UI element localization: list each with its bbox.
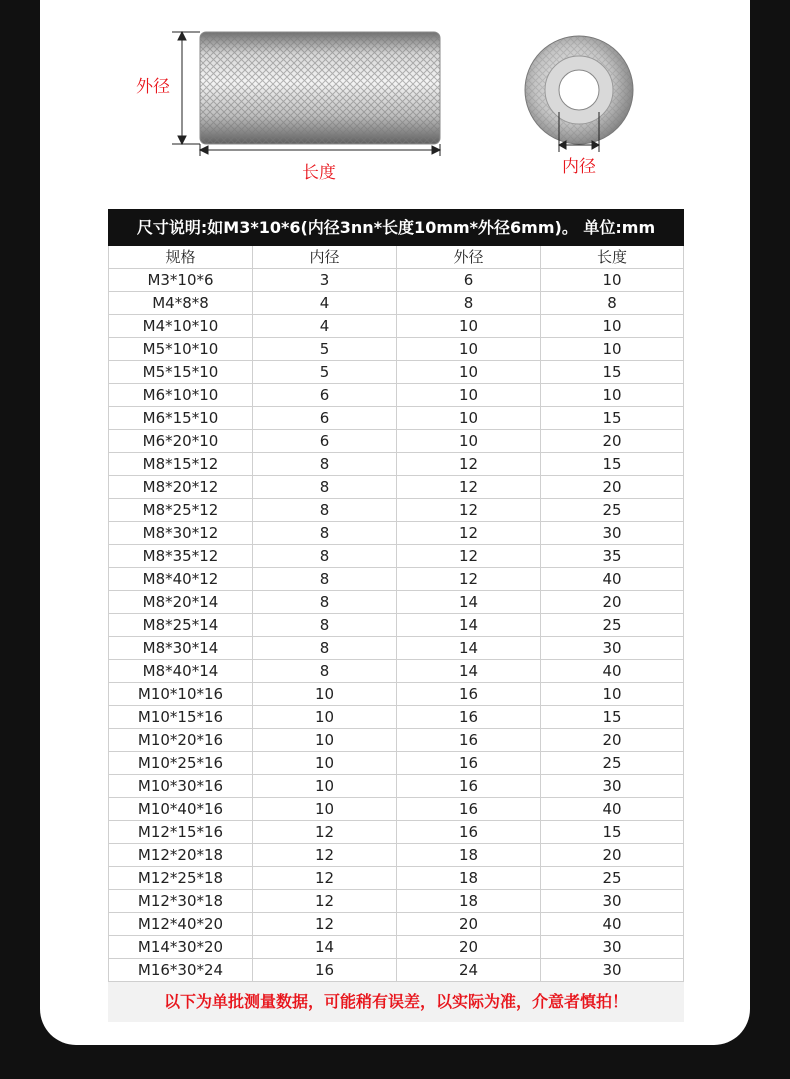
cell-outer-diameter: 14	[397, 637, 541, 660]
cell-outer-diameter: 18	[397, 890, 541, 913]
cell-spec: M6*20*10	[109, 430, 253, 453]
cell-inner-diameter: 14	[253, 936, 397, 959]
cell-inner-diameter: 10	[253, 683, 397, 706]
table-row	[109, 913, 684, 936]
cell-inner-diameter: 8	[253, 660, 397, 683]
cell-length: 30	[541, 936, 684, 959]
cell-inner-diameter: 10	[253, 729, 397, 752]
cell-spec: M14*30*20	[109, 936, 253, 959]
cell-inner-diameter: 12	[253, 821, 397, 844]
cell-length: 25	[541, 752, 684, 775]
table-row	[109, 476, 684, 499]
cell-length: 10	[541, 338, 684, 361]
inner-diameter-label: 内径	[562, 157, 596, 177]
cell-spec: M8*35*12	[109, 545, 253, 568]
cell-outer-diameter: 12	[397, 499, 541, 522]
table-row	[109, 844, 684, 867]
table-row	[109, 315, 684, 338]
cell-inner-diameter: 12	[253, 867, 397, 890]
table-row	[109, 752, 684, 775]
cell-outer-diameter: 10	[397, 361, 541, 384]
table-row	[109, 269, 684, 292]
cell-spec: M10*40*16	[109, 798, 253, 821]
table-row	[109, 706, 684, 729]
table-row	[109, 338, 684, 361]
table-row	[109, 637, 684, 660]
cell-outer-diameter: 18	[397, 844, 541, 867]
cell-spec: M5*15*10	[109, 361, 253, 384]
header-outer-diameter: 外径	[397, 246, 541, 269]
table-row	[109, 568, 684, 591]
cell-spec: M8*20*12	[109, 476, 253, 499]
table-row	[109, 430, 684, 453]
cell-length: 40	[541, 660, 684, 683]
cell-outer-diameter: 16	[397, 683, 541, 706]
table-row	[109, 407, 684, 430]
cell-length: 15	[541, 407, 684, 430]
cell-spec: M8*30*14	[109, 637, 253, 660]
disclaimer-note: 以下为单批测量数据，可能稍有误差，以实际为准，介意者慎拍！	[109, 982, 684, 1022]
header-inner-diameter: 内径	[253, 246, 397, 269]
length-dimension	[200, 144, 440, 156]
cell-spec: M12*25*18	[109, 867, 253, 890]
cell-spec: M12*40*20	[109, 913, 253, 936]
cell-inner-diameter: 6	[253, 384, 397, 407]
cell-outer-diameter: 8	[397, 292, 541, 315]
cell-length: 30	[541, 959, 684, 982]
cell-outer-diameter: 10	[397, 315, 541, 338]
cell-outer-diameter: 12	[397, 476, 541, 499]
cell-inner-diameter: 8	[253, 614, 397, 637]
table-row	[109, 821, 684, 844]
cell-inner-diameter: 5	[253, 338, 397, 361]
cell-outer-diameter: 20	[397, 913, 541, 936]
cell-length: 10	[541, 269, 684, 292]
table-row	[109, 660, 684, 683]
table-title: 尺寸说明:如M3*10*6(内径3nn*长度10mm*外径6mm)。 单位:mm	[109, 210, 684, 246]
cell-outer-diameter: 10	[397, 338, 541, 361]
cell-length: 10	[541, 315, 684, 338]
cell-spec: M10*15*16	[109, 706, 253, 729]
cell-length: 25	[541, 614, 684, 637]
end-view-ring	[525, 36, 633, 144]
table-header-row	[109, 246, 684, 269]
cell-inner-diameter: 4	[253, 315, 397, 338]
table-row	[109, 499, 684, 522]
table-title-row	[109, 210, 684, 246]
cell-inner-diameter: 5	[253, 361, 397, 384]
cell-length: 35	[541, 545, 684, 568]
table-row	[109, 361, 684, 384]
cell-length: 20	[541, 591, 684, 614]
table-row	[109, 683, 684, 706]
table-row	[109, 775, 684, 798]
cell-outer-diameter: 16	[397, 798, 541, 821]
cell-outer-diameter: 20	[397, 936, 541, 959]
cell-inner-diameter: 8	[253, 453, 397, 476]
cell-length: 40	[541, 913, 684, 936]
table-row	[109, 384, 684, 407]
cell-length: 20	[541, 476, 684, 499]
cell-outer-diameter: 16	[397, 729, 541, 752]
cylinder-side-view	[200, 32, 440, 144]
cell-length: 8	[541, 292, 684, 315]
table-row	[109, 453, 684, 476]
cell-spec: M8*40*12	[109, 568, 253, 591]
cell-inner-diameter: 8	[253, 522, 397, 545]
cell-outer-diameter: 10	[397, 384, 541, 407]
cell-length: 15	[541, 453, 684, 476]
table-row	[109, 890, 684, 913]
cell-spec: M8*30*12	[109, 522, 253, 545]
header-spec: 规格	[109, 246, 253, 269]
cell-length: 10	[541, 384, 684, 407]
cell-spec: M4*8*8	[109, 292, 253, 315]
table-row	[109, 936, 684, 959]
cell-outer-diameter: 16	[397, 775, 541, 798]
cell-inner-diameter: 3	[253, 269, 397, 292]
cell-outer-diameter: 16	[397, 706, 541, 729]
cell-spec: M3*10*6	[109, 269, 253, 292]
table-row	[109, 798, 684, 821]
cell-outer-diameter: 6	[397, 269, 541, 292]
cell-outer-diameter: 12	[397, 545, 541, 568]
header-length: 长度	[541, 246, 684, 269]
cell-length: 30	[541, 890, 684, 913]
cell-inner-diameter: 6	[253, 430, 397, 453]
cell-length: 15	[541, 821, 684, 844]
cell-inner-diameter: 12	[253, 913, 397, 936]
table-row	[109, 522, 684, 545]
cell-spec: M10*25*16	[109, 752, 253, 775]
cell-spec: M4*10*10	[109, 315, 253, 338]
table-row	[109, 959, 684, 982]
cell-spec: M10*30*16	[109, 775, 253, 798]
cell-length: 15	[541, 706, 684, 729]
cell-length: 10	[541, 683, 684, 706]
cell-spec: M12*30*18	[109, 890, 253, 913]
cell-length: 40	[541, 798, 684, 821]
cell-outer-diameter: 12	[397, 568, 541, 591]
cell-spec: M6*15*10	[109, 407, 253, 430]
product-diagram	[0, 0, 790, 200]
cell-outer-diameter: 14	[397, 614, 541, 637]
cell-inner-diameter: 6	[253, 407, 397, 430]
cell-length: 25	[541, 867, 684, 890]
cell-outer-diameter: 18	[397, 867, 541, 890]
cell-spec: M12*20*18	[109, 844, 253, 867]
cell-inner-diameter: 4	[253, 292, 397, 315]
cell-length: 40	[541, 568, 684, 591]
cell-outer-diameter: 14	[397, 660, 541, 683]
cell-spec: M10*20*16	[109, 729, 253, 752]
cell-spec: M8*25*14	[109, 614, 253, 637]
disclaimer-row	[109, 982, 684, 1022]
cell-spec: M6*10*10	[109, 384, 253, 407]
cell-spec: M8*20*14	[109, 591, 253, 614]
cell-inner-diameter: 10	[253, 775, 397, 798]
table-row	[109, 591, 684, 614]
cell-inner-diameter: 10	[253, 752, 397, 775]
cell-outer-diameter: 24	[397, 959, 541, 982]
cell-outer-diameter: 10	[397, 430, 541, 453]
cell-inner-diameter: 8	[253, 476, 397, 499]
outer-diameter-label: 外径	[136, 77, 170, 97]
cell-spec: M12*15*16	[109, 821, 253, 844]
cell-outer-diameter: 12	[397, 453, 541, 476]
cell-length: 20	[541, 729, 684, 752]
cell-outer-diameter: 14	[397, 591, 541, 614]
cell-outer-diameter: 16	[397, 821, 541, 844]
table-row	[109, 292, 684, 315]
spec-table	[108, 209, 684, 1022]
cell-length: 25	[541, 499, 684, 522]
cell-inner-diameter: 8	[253, 637, 397, 660]
cell-spec: M10*10*16	[109, 683, 253, 706]
length-label: 长度	[302, 163, 336, 183]
cell-length: 20	[541, 844, 684, 867]
cell-outer-diameter: 12	[397, 522, 541, 545]
cell-length: 30	[541, 637, 684, 660]
cell-length: 20	[541, 430, 684, 453]
table-row	[109, 545, 684, 568]
cell-inner-diameter: 12	[253, 844, 397, 867]
cell-spec: M8*25*12	[109, 499, 253, 522]
cell-inner-diameter: 8	[253, 591, 397, 614]
cell-spec: M5*10*10	[109, 338, 253, 361]
cell-spec: M8*40*14	[109, 660, 253, 683]
cell-inner-diameter: 10	[253, 798, 397, 821]
cell-inner-diameter: 8	[253, 499, 397, 522]
cell-length: 30	[541, 522, 684, 545]
cell-length: 30	[541, 775, 684, 798]
cell-inner-diameter: 12	[253, 890, 397, 913]
cell-length: 15	[541, 361, 684, 384]
cell-inner-diameter: 8	[253, 545, 397, 568]
cell-outer-diameter: 16	[397, 752, 541, 775]
table-row	[109, 867, 684, 890]
table-row	[109, 614, 684, 637]
table-row	[109, 729, 684, 752]
cell-spec: M8*15*12	[109, 453, 253, 476]
outer-diameter-dimension	[172, 32, 200, 144]
cell-outer-diameter: 10	[397, 407, 541, 430]
cell-inner-diameter: 10	[253, 706, 397, 729]
cell-inner-diameter: 8	[253, 568, 397, 591]
cell-inner-diameter: 16	[253, 959, 397, 982]
cell-spec: M16*30*24	[109, 959, 253, 982]
